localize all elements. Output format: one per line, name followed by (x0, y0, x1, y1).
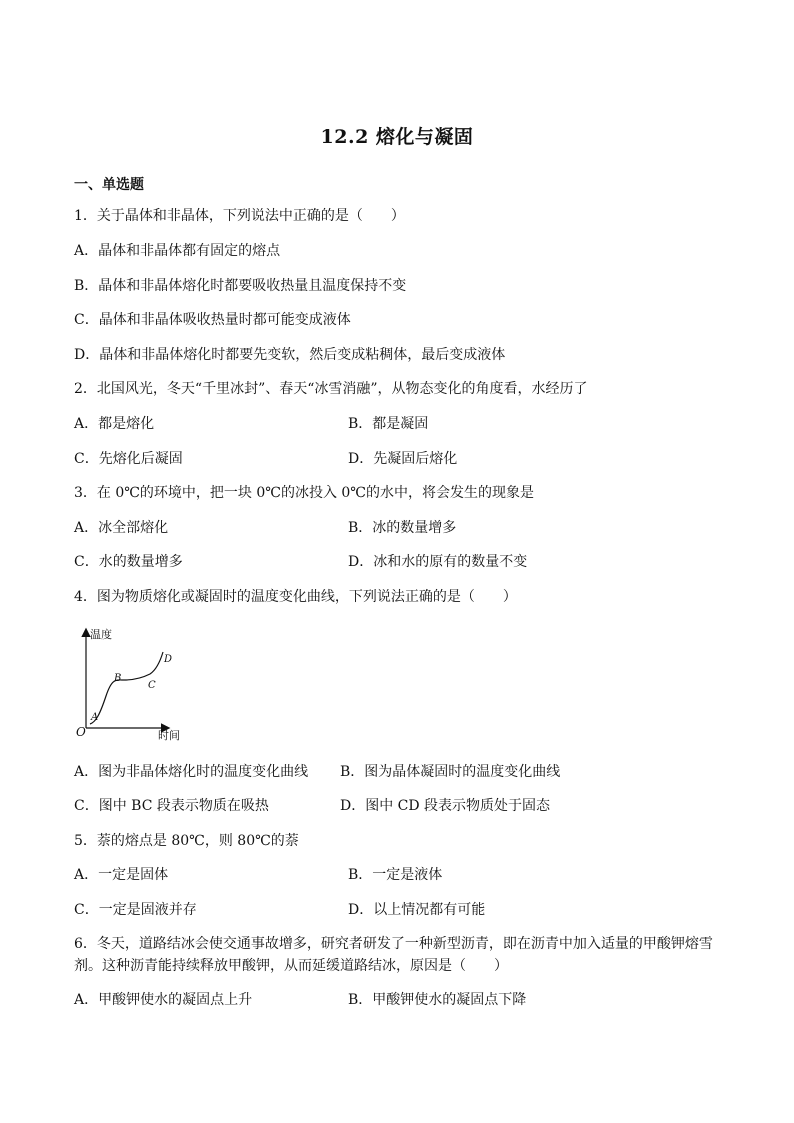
question-5-option-b: B．一定是液体 (348, 867, 443, 883)
question-2-option-b: B．都是凝固 (348, 416, 429, 432)
question-3-stem: 3．在 0℃的环境中，把一块 0℃的冰投入 0℃的水中，将会发生的现象是 (74, 485, 534, 501)
question-1-option-c: C．晶体和非晶体吸收热量时都可能变成液体 (74, 312, 351, 328)
question-5-option-c: C．一定是固液并存 (74, 902, 197, 918)
point-label-a: A (91, 712, 99, 723)
question-1-option-a: A．晶体和非晶体都有固定的熔点 (74, 243, 281, 259)
question-6-option-a: A．甲酸钾使水的凝固点上升 (74, 992, 253, 1008)
question-1-option-b: B．晶体和非晶体熔化时都要吸收热量且温度保持不变 (74, 278, 407, 294)
question-4-stem: 4．图为物质熔化或凝固时的温度变化曲线，下列说法正确的是（ ） (74, 589, 517, 605)
question-3-option-d: D．冰和水的原有的数量不变 (348, 554, 528, 570)
point-label-c: C (148, 680, 156, 691)
question-3-option-a: A．冰全部熔化 (74, 520, 169, 536)
question-1-stem: 1．关于晶体和非晶体，下列说法中正确的是（ ） (74, 208, 405, 224)
document-title: 12.2 熔化与凝固 (320, 126, 474, 148)
question-4-option-c: C．图中 BC 段表示物质在吸热 (74, 798, 269, 814)
question-1-option-d: D．晶体和非晶体熔化时都要先变软，然后变成粘稠体，最后变成液体 (74, 347, 506, 363)
section-heading: 一、单选题 (74, 177, 144, 193)
y-axis-label: 温度 (90, 628, 112, 641)
origin-label: O (76, 725, 86, 739)
temperature-time-graph (72, 622, 202, 744)
point-label-d: D (164, 654, 173, 665)
question-2-option-d: D．先凝固后熔化 (348, 451, 458, 467)
question-5-option-d: D．以上情况都有可能 (348, 902, 486, 918)
question-4-option-b: B．图为晶体凝固时的温度变化曲线 (340, 764, 561, 780)
question-4-option-d: D．图中 CD 段表示物质处于固态 (340, 798, 551, 814)
question-6-option-b: B．甲酸钾使水的凝固点下降 (348, 992, 527, 1008)
question-2-option-a: A．都是熔化 (74, 416, 155, 432)
question-6-stem: 6．冬天，道路结冰会使交通事故增多，研究者研发了一种新型沥青，即在沥青中加入适量的甲酸钾熔雪剂。这种沥青能持续释放甲酸钾，从而延缓道路结冰，原因是（ ） (74, 936, 713, 974)
question-5-stem: 5．萘的熔点是 80℃，则 80℃的萘 (74, 833, 299, 849)
x-axis-label: 时间 (158, 729, 180, 742)
question-2-stem: 2．北国风光，冬天“千里冰封”、春天“冰雪消融”，从物态变化的角度看，水经历了 (74, 381, 588, 397)
question-5-option-a: A．一定是固体 (74, 867, 169, 883)
point-label-b: B (114, 673, 122, 684)
question-3-option-c: C．水的数量增多 (74, 554, 183, 570)
question-3-option-b: B．冰的数量增多 (348, 520, 457, 536)
question-4-option-a: A．图为非晶体熔化时的温度变化曲线 (74, 764, 309, 780)
question-2-option-c: C．先熔化后凝固 (74, 451, 183, 467)
